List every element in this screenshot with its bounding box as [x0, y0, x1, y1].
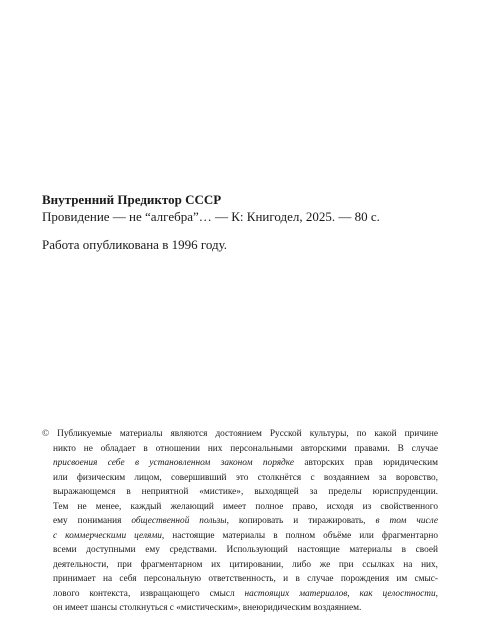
copyright-line: деятельности, при фрагментарном их цитировании, либо же при ссылках на них,: [53, 559, 438, 570]
copyright-emphasis: общественной пользы: [131, 516, 227, 526]
copyright-emphasis: с коммерческими целями: [53, 530, 162, 541]
author-name: Внутренний Предиктор СССР: [42, 192, 222, 207]
copyright-line: © Публикуемые материалы являются достоянием Русской культуры, по какой причине: [42, 429, 438, 439]
copyright-line: [42, 514, 438, 529]
copyright-text: ему понимания: [53, 516, 132, 526]
copyright-line: всеми доступными ему средствами. Использующий настоящие материалы в своей: [53, 545, 438, 555]
bibliographic-record: [42, 191, 442, 225]
citation-line: Провидение — не “алгебра”… — К: Книгодел, 2025. — 80 с.: [42, 209, 380, 224]
copyright-emphasis: настоящих материалов, как целостности: [244, 588, 436, 599]
copyright-text: авторских прав юридическим: [294, 458, 439, 468]
copyright-line: никто не обладает в отношении них персональными авторскими правами. В случае: [53, 443, 438, 454]
copyright-line: [42, 529, 438, 544]
copyright-text: , копировать и тиражировать,: [226, 516, 376, 526]
copyright-text: , настоящие материалы в полном объёме или фрагментарно: [161, 530, 438, 541]
copyright-notice: [42, 427, 438, 616]
copyright-line: [42, 456, 438, 471]
copyright-line: или физическим лицом, совершивший это столкнётся с воздаянием за воровство,: [53, 472, 438, 483]
copyright-line: выражающемся в неприятной «мистике», выходящей за пределы юриспруденции.: [53, 487, 438, 497]
copyright-line: [42, 587, 438, 602]
publication-note: Работа опубликована в 1996 году.: [42, 237, 228, 252]
copyright-emphasis: присвоения себе в установленном законом порядке: [53, 458, 295, 468]
copyright-line: он имеет шансы столкнуться с «мистическим», внеюридическим воздаянием.: [53, 603, 362, 613]
copyright-line: принимает на себя персональную ответственность, и в случае порождения им смыс-: [53, 574, 438, 584]
copyright-line: Тем не менее, каждый желающий имеет полное право, исходя из свойственного: [53, 501, 438, 512]
copyright-emphasis: в том числе: [375, 516, 439, 526]
copyright-text: ,: [435, 588, 438, 599]
copyright-text: лового контекста, извращающего смысл: [53, 588, 245, 599]
